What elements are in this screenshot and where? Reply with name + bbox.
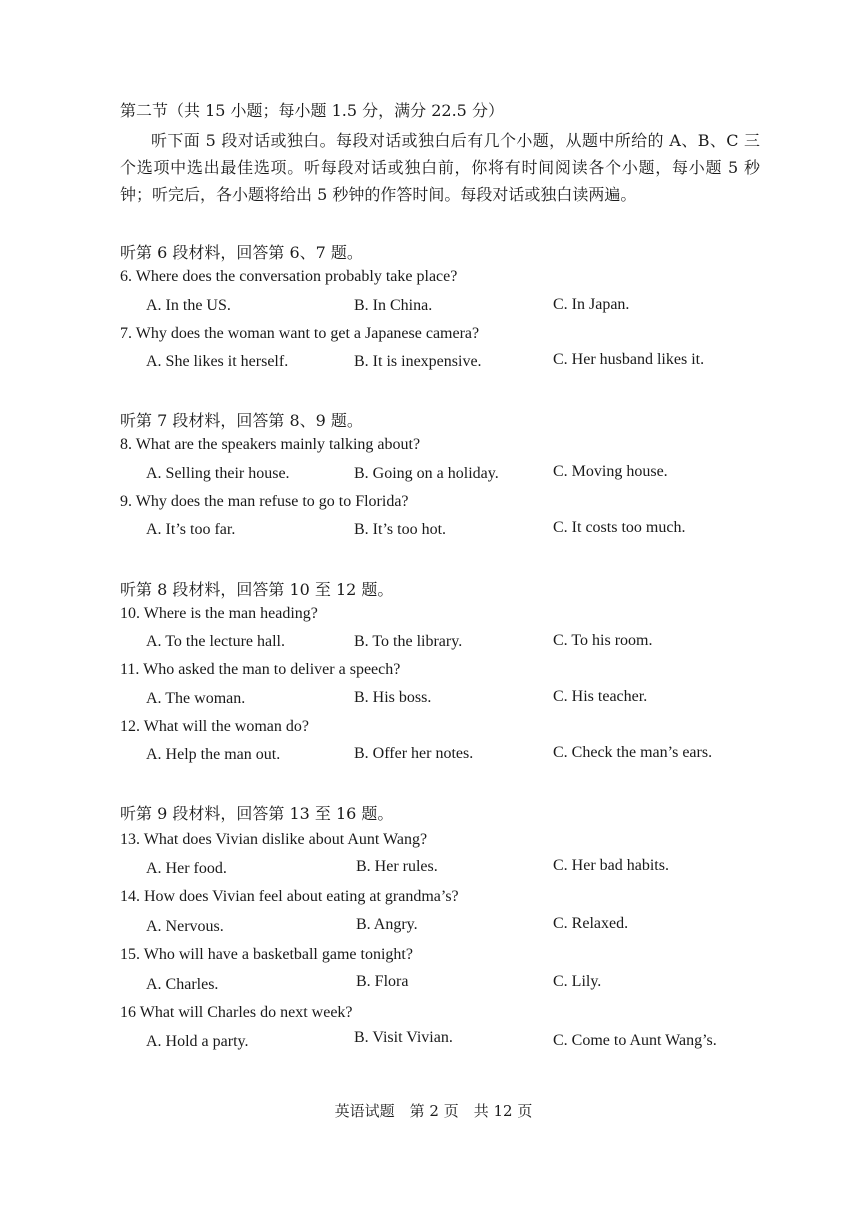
q16-option-b: B. Visit Vivian. (354, 1029, 453, 1046)
q16-option-c: C. Come to Aunt Wang’s. (553, 1032, 717, 1049)
q6-option-a: A. In the US. (146, 297, 231, 314)
q14-option-b: B. Angry. (356, 916, 418, 933)
q13-option-a: A. Her food. (146, 860, 227, 877)
question-14: 14. How does Vivian feel about eating at grandma’s? (120, 888, 459, 905)
section-heading-8: 听第 8 段材料，回答第 10 至 12 题。 (120, 580, 394, 599)
instructions (120, 127, 760, 208)
q8-option-c: C. Moving house. (553, 463, 668, 480)
q15-option-a: A. Charles. (146, 976, 219, 993)
question-9: 9. Why does the man refuse to go to Florida? (120, 493, 409, 510)
page-footer: 英语试题 第 2 页 共 12 页 (334, 1102, 533, 1120)
section-heading-7: 听第 7 段材料，回答第 8、9 题。 (120, 411, 363, 430)
q9-option-c: C. It costs too much. (553, 519, 686, 536)
q15-option-b: B. Flora (356, 973, 409, 990)
q16-option-a: A. Hold a party. (146, 1033, 249, 1050)
question-15: 15. Who will have a basketball game tonight? (120, 946, 413, 963)
q13-option-b: B. Her rules. (356, 858, 438, 875)
question-16: 16 What will Charles do next week? (120, 1004, 353, 1021)
section-header: 第二节（共 15 小题；每小题 1.5 分，满分 22.5 分） (120, 101, 504, 120)
question-7: 7. Why does the woman want to get a Japanese camera? (120, 325, 480, 342)
q11-option-b: B. His boss. (354, 689, 432, 706)
q9-option-a: A. It’s too far. (146, 521, 236, 538)
instructions-text: 听下面 5 段对话或独白。每段对话或独白后有几个小题，从题中所给的 A、B、C 三个选项中选出最佳选项。听每段对话或独白前，你将有时间阅读各个小题，每小题 5 秒钟；听完后，各小题将给出 5 秒钟的作答时间。每段对话或独白读两遍。 (120, 131, 760, 204)
question-6: 6. Where does the conversation probably take place? (120, 268, 458, 285)
section-heading-9: 听第 9 段材料，回答第 13 至 16 题。 (120, 804, 394, 823)
question-13: 13. What does Vivian dislike about Aunt Wang? (120, 831, 428, 848)
q9-option-b: B. It’s too hot. (354, 521, 447, 538)
section-heading-6: 听第 6 段材料，回答第 6、7 题。 (120, 243, 363, 262)
q10-option-c: C. To his room. (553, 632, 653, 649)
q6-option-c: C. In Japan. (553, 296, 630, 313)
question-8: 8. What are the speakers mainly talking about? (120, 436, 421, 453)
q12-option-b: B. Offer her notes. (354, 745, 474, 762)
q7-option-a: A. She likes it herself. (146, 353, 289, 370)
q7-option-b: B. It is inexpensive. (354, 353, 482, 370)
q11-option-c: C. His teacher. (553, 688, 648, 705)
q15-option-c: C. Lily. (553, 973, 602, 990)
q6-option-b: B. In China. (354, 297, 433, 314)
q7-option-c: C. Her husband likes it. (553, 351, 705, 368)
q13-option-c: C. Her bad habits. (553, 857, 669, 874)
q14-option-a: A. Nervous. (146, 918, 224, 935)
q8-option-a: A. Selling their house. (146, 465, 290, 482)
question-10: 10. Where is the man heading? (120, 605, 318, 622)
q10-option-b: B. To the library. (354, 633, 463, 650)
q12-option-a: A. Help the man out. (146, 746, 281, 763)
q11-option-a: A. The woman. (146, 690, 246, 707)
question-12: 12. What will the woman do? (120, 718, 309, 735)
q14-option-c: C. Relaxed. (553, 915, 629, 932)
q12-option-c: C. Check the man’s ears. (553, 744, 713, 761)
q8-option-b: B. Going on a holiday. (354, 465, 499, 482)
question-11: 11. Who asked the man to deliver a speech? (120, 661, 401, 678)
q10-option-a: A. To the lecture hall. (146, 633, 285, 650)
